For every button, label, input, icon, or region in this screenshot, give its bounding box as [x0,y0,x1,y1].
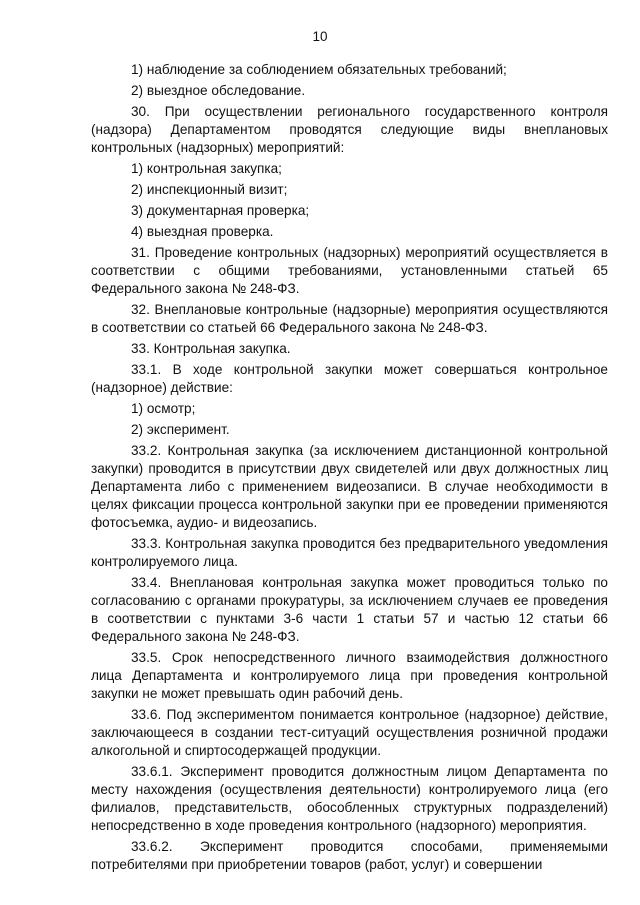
clause-30: 30. При осуществлении регионального государственного контроля (надзора) Департаментом проводятся следующие виды внеплановых контрольных (надзорных) мероприятий: [91,104,608,155]
clause-33-3: 33.3. Контрольная закупка проводится без предварительного уведомления контролируемого лица. [91,536,608,569]
list-item-field-inspection: 2) выездное обследование. [131,83,306,98]
list-item-experiment: 2) эксперимент. [131,422,230,437]
clause-33-1: 33.1. В ходе контрольной закупки может совершаться контрольное (надзорное) действие: [91,362,608,395]
page-number: 10 [312,29,328,44]
clause-33-6: 33.6. Под экспериментом понимается контрольное (надзорное) действие, заключающееся в создании тест-ситуаций осуществления розничной продажи алкогольной и спиртосодержащей продукции. [91,707,608,758]
list-item-examination: 1) осмотр; [131,401,196,416]
clause-33-4: 33.4. Внеплановая контрольная закупка может проводиться только по согласованию с органами прокуратуры, за исключением случаев ее проведения в соответствии с пунктами 3-6 части 1 статьи 57 и частью 12 статьи 66 Федерального закона № 248-ФЗ. [91,575,608,644]
clause-33-2: 33.2. Контрольная закупка (за исключением дистанционной контрольной закупки) проводится в присутствии двух свидетелей или двух должностных лиц Департамента либо с применением видеозаписи. В случае необходимости в целях фиксации процесса контрольной закупки при ее проведении применяются фотосъемка, аудио- и видеозапись. [91,443,608,530]
list-item-inspection-visit: 2) инспекционный визит; [131,182,288,197]
clause-33-5: 33.5. Срок непосредственного личного взаимодействия должностного лица Департамента и контролируемого лица при проведения контрольной закупки не может превышать один рабочий день. [91,650,608,701]
clause-33: 33. Контрольная закупка. [131,341,291,356]
list-item-control-purchase: 1) контрольная закупка; [131,161,282,176]
document-body [91,61,608,877]
list-item-field-check: 4) выездная проверка. [131,224,274,239]
list-item-observation: 1) наблюдение за соблюдением обязательных требований; [131,62,507,77]
clause-33-6-2: 33.6.2. Эксперимент проводится способами, применяемыми потребителями при приобретении товаров (работ, услуг) и совершении [91,839,608,872]
list-item-documentary-check: 3) документарная проверка; [131,203,310,218]
clause-31: 31. Проведение контрольных (надзорных) мероприятий осуществляется в соответствии с общими требованиями, установленными статьей 65 Федерального закона № 248-ФЗ. [91,245,608,296]
clause-33-6-1: 33.6.1. Эксперимент проводится должностным лицом Департамента по месту нахождения (осуществления деятельности) контролируемого лица (его филиалов, представительств, обособленных структурных подразделений) непосредственно в ходе проведения контрольного (надзорного) мероприятия. [91,764,608,833]
clause-32: 32. Внеплановые контрольные (надзорные) мероприятия осуществляются в соответствии со статьей 66 Федерального закона № 248-ФЗ. [91,302,608,335]
